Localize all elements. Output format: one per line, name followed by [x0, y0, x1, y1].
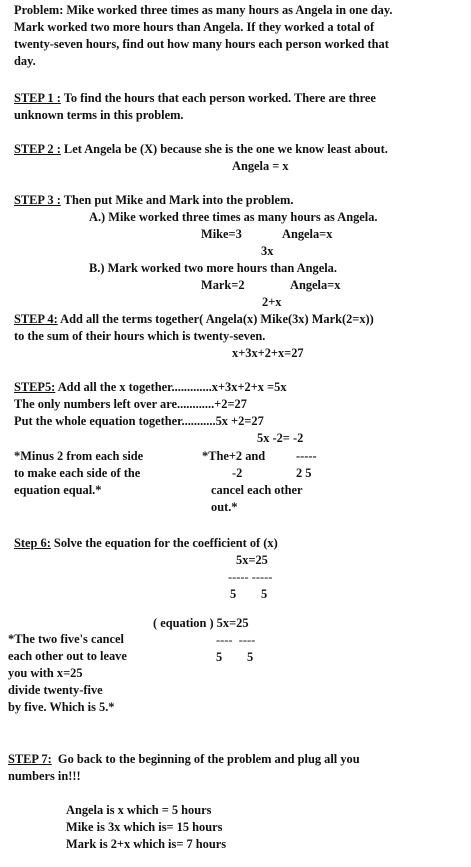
step6-dashes-2: ---- ----	[216, 633, 256, 647]
step5-note-left-3: equation equal.*	[14, 483, 102, 497]
step1-text: To find the hours that each person worked. There are three	[60, 91, 376, 105]
step3-a-angela: Angela=x	[282, 227, 333, 241]
step5-line-1	[14, 380, 287, 394]
answer-angela: Angela is x which = 5 hours	[66, 803, 212, 817]
step7-line-1	[8, 752, 360, 766]
step3-a-mike: Mike=3	[201, 227, 242, 241]
step2-line-1	[14, 142, 388, 156]
step1-line-2: unknown terms in this problem.	[14, 108, 184, 122]
step3-b-text: B.) Mark worked two more hours than Angela.	[89, 261, 337, 275]
step3-text: Then put Mike and Mark into the problem.	[60, 193, 294, 207]
step3-b-mark: Mark=2	[201, 278, 245, 292]
step6-equation: 5x=25	[236, 553, 268, 567]
step3-label: STEP 3 :	[14, 193, 61, 207]
step4-equation: x+3x+2+x=27	[232, 346, 304, 360]
step6-dashes: ----- -----	[228, 570, 273, 584]
step6-note-5: by five. Which is 5.*	[8, 700, 115, 714]
step5-dash: -----	[296, 449, 317, 463]
step5-equation-2: 5x -2= -2	[257, 431, 304, 445]
problem-line-4: day.	[14, 54, 36, 68]
step4-line-1	[14, 312, 374, 326]
step5-num-25: 2 5	[296, 466, 312, 480]
step5-line-2: The only numbers left over are............+2=27	[14, 397, 247, 411]
step2-equation: Angela = x	[232, 159, 289, 173]
step5-text: Add all the x together.............x+3x+2+x =5x	[55, 380, 287, 394]
step5-line-3: Put the whole equation together...........5x +2=27	[14, 414, 264, 428]
step6-note-2: each other out to leave	[8, 649, 127, 663]
step3-line-1	[14, 193, 293, 207]
problem-line-2: Mark worked two more hours than Angela. If they worked a total of	[14, 20, 375, 34]
answer-mark: Mark is 2+x which is= 7 hours	[66, 837, 227, 851]
problem-line-3: twenty-seven hours, find out how many hours each person worked that	[14, 37, 389, 51]
step4-line-2: to the sum of their hours which is twenty-seven.	[14, 329, 266, 343]
answer-mike: Mike is 3x which is= 15 hours	[66, 820, 223, 834]
step2-text: Let Angela be (X) because she is the one we know least about.	[60, 142, 388, 156]
step3-a-3x: 3x	[261, 244, 274, 258]
step3-a-text: A.) Mike worked three times as many hours as Angela.	[89, 210, 378, 224]
step4-label: STEP 4:	[14, 312, 58, 326]
step6-fives: 5 5	[230, 587, 268, 601]
step6-text: Solve the equation for the coefficient of (x)	[50, 536, 278, 550]
step1-line-1	[14, 91, 376, 105]
step4-text: Add all the terms together( Angela(x) Mike(3x) Mark(2=x))	[57, 312, 374, 326]
step6-note-3: you with x=25	[8, 666, 83, 680]
step6-equation-label: ( equation ) 5x=25	[153, 616, 249, 630]
step5-note-mid-4: out.*	[211, 500, 238, 514]
step6-note-1: *The two five's cancel	[8, 632, 124, 646]
step2-label: STEP 2 :	[14, 142, 61, 156]
step5-note-left-2: to make each side of the	[14, 466, 141, 480]
step6-note-4: divide twenty-five	[8, 683, 103, 697]
problem-line-1: Problem: Mike worked three times as many hours as Angela in one day.	[14, 3, 393, 17]
step5-label: STEP5:	[14, 380, 56, 394]
step3-b-angela: Angela=x	[290, 278, 341, 292]
step1-label: STEP 1 :	[14, 91, 61, 105]
step3-b-2x: 2+x	[262, 295, 282, 309]
step7-line-2: numbers in!!!	[8, 769, 81, 783]
step5-note-left-1: *Minus 2 from each side	[14, 449, 144, 463]
step6-label: Step 6:	[14, 536, 51, 550]
step7-text: Go back to the beginning of the problem and plug all you	[51, 752, 360, 766]
step5-note-mid-1: *The+2 and	[202, 449, 266, 463]
step5-note-mid-2: -2	[232, 466, 243, 480]
step7-label: STEP 7:	[8, 752, 52, 766]
step6-line-1	[14, 536, 278, 550]
step5-note-mid-3: cancel each other	[211, 483, 303, 497]
step6-fives-2: 5 5	[216, 650, 254, 664]
